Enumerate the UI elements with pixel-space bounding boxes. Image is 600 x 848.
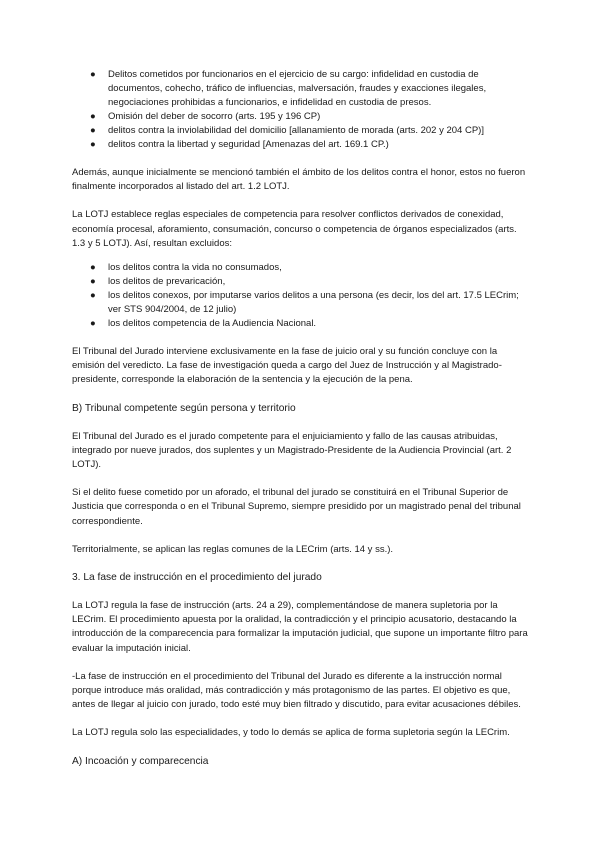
excluded-list (72, 261, 528, 331)
paragraph-aforado: Si el delito fuese cometido por un aforado, el tribunal del jurado se constituirá en el Tribunal Superior de Justicia que corresponda o en el Tribunal Supremo, siempre presidido por un magistrado penal del tribunal correspondiente. (72, 487, 521, 527)
paragraph-instruction: La LOTJ regula la fase de instrucción (arts. 24 a 29), complementándose de manera supletoria por la LECrim. El procedimiento apuesta por la oralidad, la contradicción y el principio acusatorio, destacando la introducción de la comparecencia para formalizar la imputación judicial, que supone un importante filtro para evaluar la imputación inicial. (72, 600, 528, 654)
list-item: ● delitos contra la inviolabilidad del domicilio [allanamiento de morada (arts. 202 y 204 CP)] (90, 125, 484, 136)
paragraph-honor: Además, aunque inicialmente se mencionó también el ámbito de los delitos contra el honor, estos no fueron finalmente incorporados al listado del art. 1.2 LOTJ. (72, 167, 526, 193)
section-heading-a: A) Incoación y comparecencia (72, 755, 209, 767)
bullet-icon: ● (90, 276, 96, 288)
offense-list (72, 68, 528, 152)
paragraph-supletory: La LOTJ regula solo las especialidades, y todo lo demás se aplica de forma supletoria según la LECrim. (72, 727, 510, 739)
bullet-icon: ● (90, 318, 96, 330)
list-item: ● Omisión del deber de socorro (arts. 195 y 196 CP) (90, 111, 321, 122)
bullet-icon: ● (90, 125, 96, 136)
list-item: ● los delitos contra la vida no consumados, (90, 262, 282, 274)
bullet-icon: ● (90, 262, 96, 274)
section-heading-3: 3. La fase de instrucción en el procedimiento del jurado (72, 572, 322, 584)
list-item: ● Delitos cometidos por funcionarios en el ejercicio de su cargo: infidelidad en custodia de documentos, cohecho, tráfico de influencias, malversación, fraudes y exacciones ilegales, negociaciones prohibidas a funcionarios, e infidelidad en custodia de presos. (90, 69, 487, 108)
paragraph-jury-role: El Tribunal del Jurado interviene exclusivamente en la fase de juicio oral y su función concluye con la emisión del veredicto. La fase de investigación queda a cargo del Juez de Instrucción y al Magistrado-presidente, corresponde la elaboración de la sentencia y la ejecución de la pena. (72, 346, 502, 386)
paragraph-jury-composition: El Tribunal del Jurado es el jurado competente para el enjuiciamiento y fallo de las causas atribuidas, integrado por nueve jurados, dos suplentes y un Magistrado-Presidente de la Audiencia Provincial (art. 2 LOTJ). (72, 430, 512, 471)
bullet-icon: ● (90, 139, 96, 150)
bullet-icon: ● (90, 69, 96, 80)
paragraph-competence-rules: La LOTJ establece reglas especiales de competencia para resolver conflictos derivados de conexidad, economía procesal, aforamiento, consumación, concurso o competencia de órganos especializados (arts. 1.3 y 5 LOTJ). Así, resultan excluidos: (72, 209, 517, 249)
bullet-icon: ● (90, 290, 96, 302)
list-item: ● los delitos de prevaricación, (90, 276, 226, 288)
list-item: ● los delitos conexos, por imputarse varios delitos a una persona (es decir, los del art. 17.5 LECrim; ver STS 904/2004, de 12 julio) (90, 290, 519, 316)
section-heading-b: B) Tribunal competente según persona y territorio (72, 402, 296, 414)
list-item: ● delitos contra la libertad y seguridad [Amenazas del art. 169.1 CP.) (90, 139, 389, 150)
bullet-icon: ● (90, 111, 96, 122)
list-item: ● los delitos competencia de la Audiencia Nacional. (90, 318, 317, 330)
paragraph-territorial: Territorialmente, se aplican las reglas comunes de la LECrim (arts. 14 y ss.). (72, 543, 394, 555)
paragraph-instruction-difference: -La fase de instrucción en el procedimiento del Tribunal del Jurado es diferente a la instrucción normal porque introduce más oralidad, más contradicción y más protagonismo de las partes. El objetivo es que, antes de llegar al juicio con jurado, todo esté muy bien filtrado y discutido, para evitar acusaciones débiles. (72, 670, 521, 711)
